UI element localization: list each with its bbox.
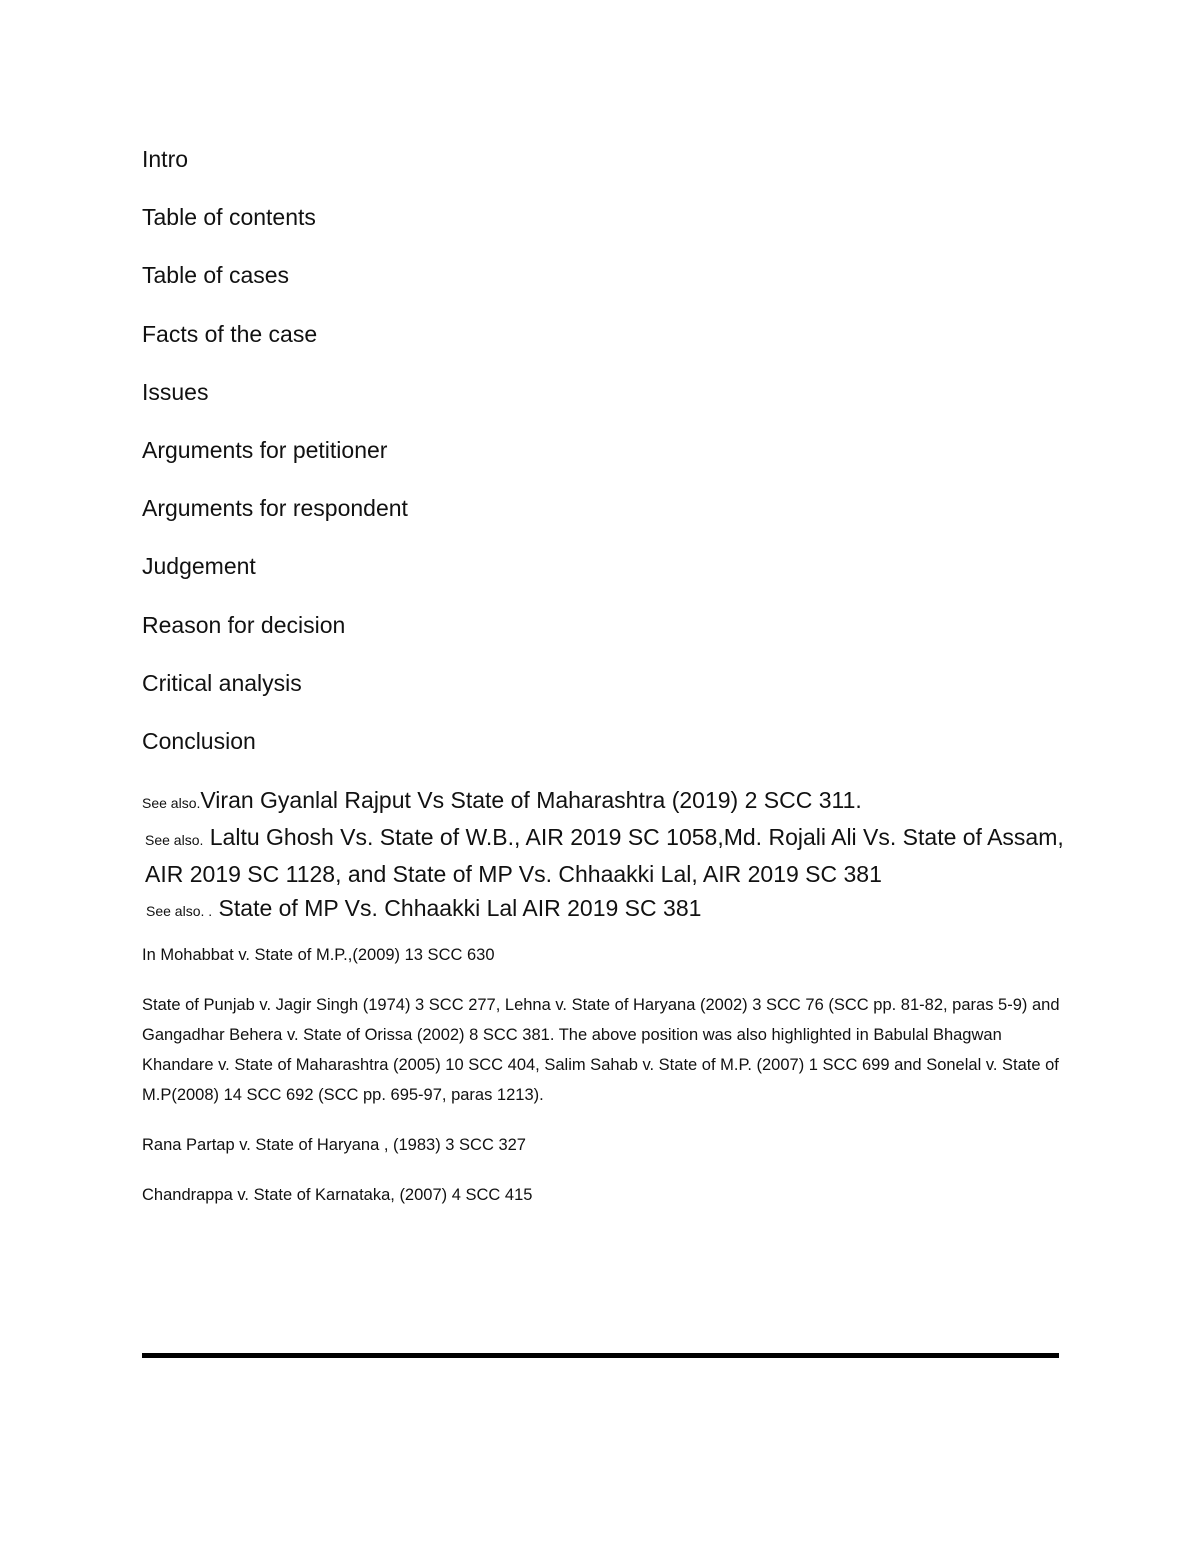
see-also-entry [142, 891, 1072, 928]
outline-item-table-of-contents: Table of contents [142, 204, 316, 231]
case-references [142, 940, 1062, 1230]
outline-item-arguments-petitioner: Arguments for petitioner [142, 436, 388, 463]
case-reference: In Mohabbat v. State of M.P.,(2009) 13 SCC 630 [142, 946, 495, 964]
outline-item-intro: Intro [142, 146, 189, 172]
outline-item-table-of-cases: Table of cases [142, 262, 290, 289]
case-reference: State of Punjab v. Jagir Singh (1974) 3 SCC 277, Lehna v. State of Haryana (2002) 3 SCC 76 (SCC pp. 81-82, paras 5-9) and Gangadhar Behera v. State of Orissa (2002) 8 SCC 381. The above position was also highlighted in Babulal Bhagwan Khandare v. State of Maharashtra (2005) 10 SCC 404, Salim Sahab v. State of M.P. (2007) 1 SCC 699 and Sonelal v. State of M.P(2008) 14 SCC 692 (SCC pp. 695-97, paras 1213). [142, 996, 1060, 1104]
outline-item-arguments-respondent: Arguments for respondent [142, 495, 408, 522]
outline-item-judgement: Judgement [142, 553, 256, 580]
outline-item-facts: Facts of the case [142, 320, 318, 347]
see-also-entry [142, 783, 1072, 820]
see-also-entry [142, 820, 1072, 891]
outline-item-issues: Issues [142, 378, 209, 405]
outline-item-conclusion: Conclusion [142, 727, 256, 754]
see-also-label: See also. [142, 795, 201, 811]
horizontal-rule [142, 1353, 1059, 1358]
see-also-label: See also. . [146, 903, 213, 919]
see-also-block [142, 783, 1072, 928]
outline-item-reason-for-decision: Reason for decision [142, 611, 346, 638]
see-also-citation: Laltu Ghosh Vs. State of W.B., AIR 2019 SC 1058,Md. Rojali Ali Vs. State of Assam, AIR 2019 SC 1128, and State of MP Vs. Chhaakki Lal, AIR 2019 SC 381 [145, 824, 1064, 887]
case-reference: Chandrappa v. State of Karnataka, (2007) 4 SCC 415 [142, 1186, 533, 1204]
see-also-citation: Viran Gyanlal Rajput Vs State of Maharashtra (2019) 2 SCC 311. [200, 787, 862, 813]
outline-item-critical-analysis: Critical analysis [142, 669, 302, 696]
see-also-label: See also. [145, 832, 204, 848]
see-also-citation: State of MP Vs. Chhaakki Lal AIR 2019 SC 381 [212, 895, 702, 921]
outline-list [142, 140, 1062, 780]
case-reference: Rana Partap v. State of Haryana , (1983) 3 SCC 327 [142, 1136, 526, 1154]
